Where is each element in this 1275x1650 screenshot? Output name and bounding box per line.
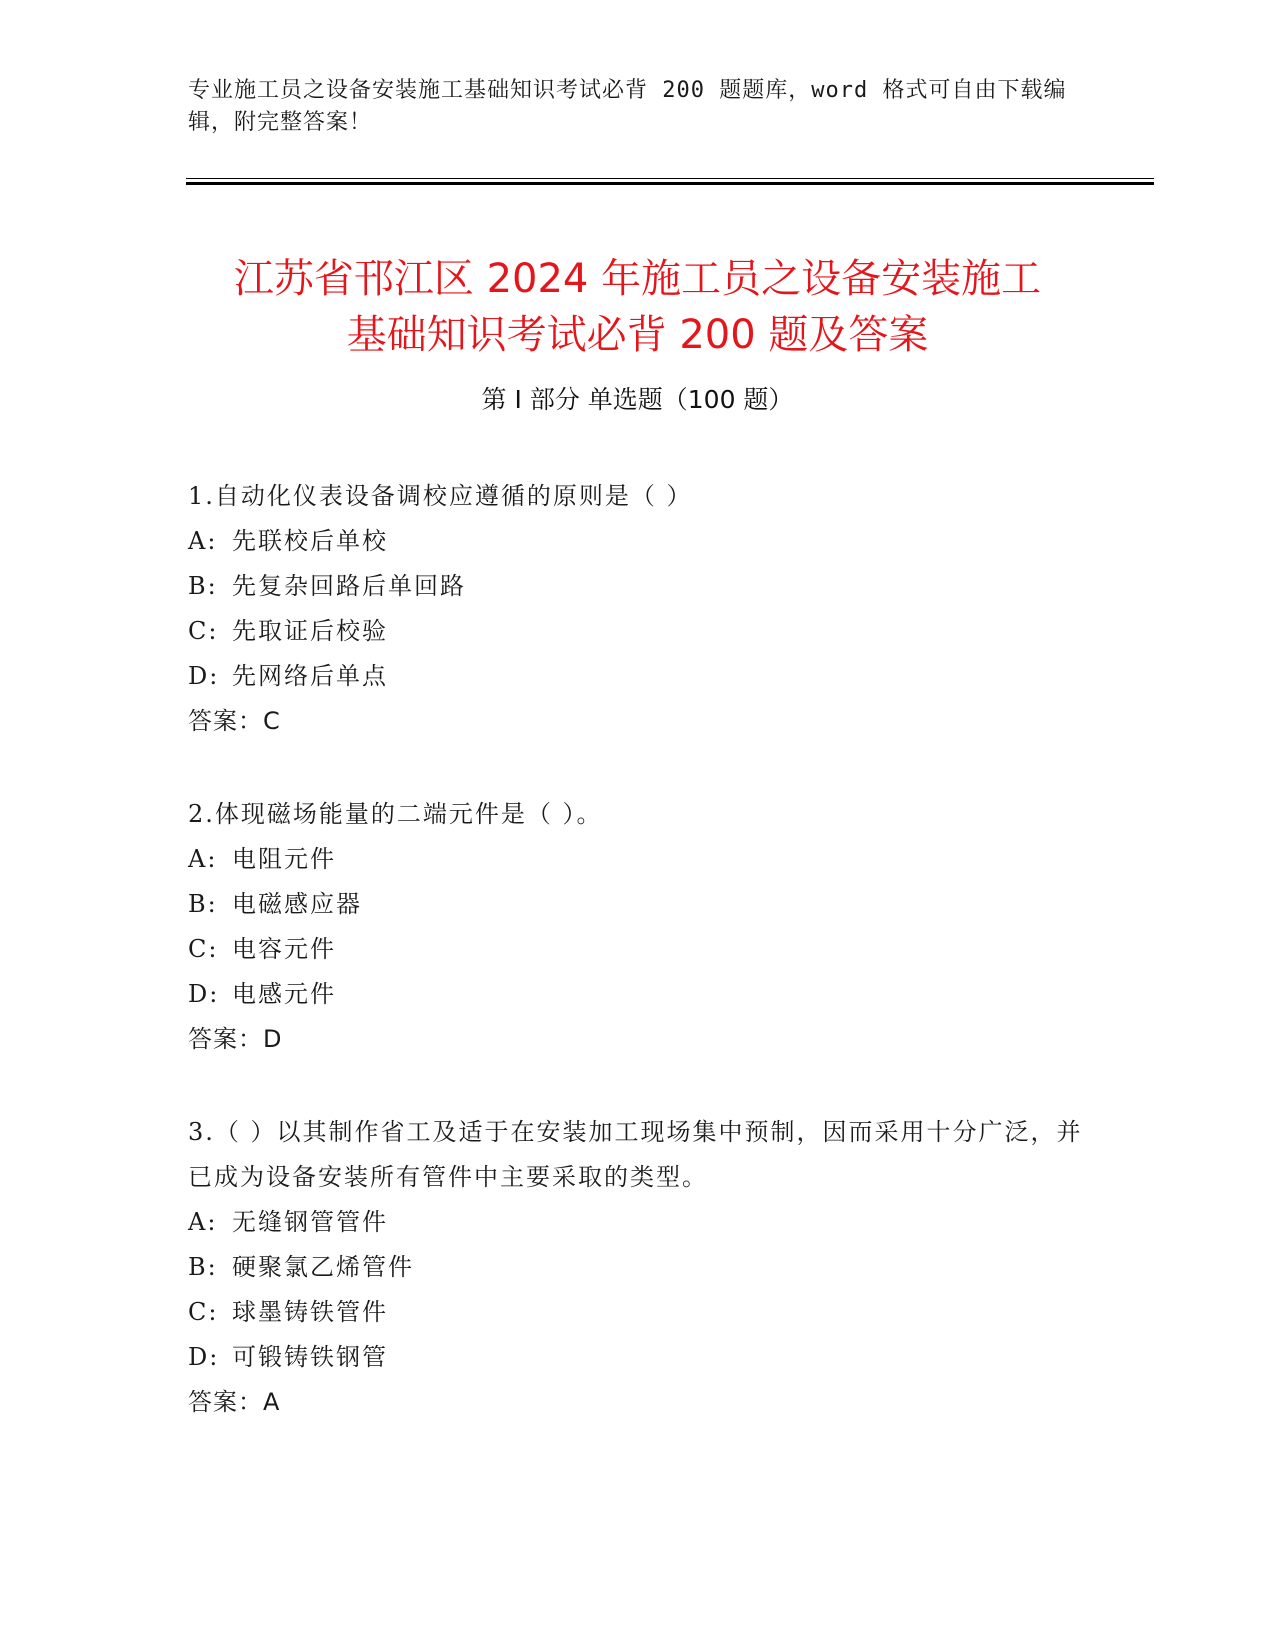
header-note: 专业施工员之设备安装施工基础知识考试必背 200 题题库，word 格式可自由下载编辑，附完整答案！ <box>188 78 1067 135</box>
option-key: B: <box>188 890 218 918</box>
option-text: 电感元件 <box>232 980 336 1008</box>
option-b <box>188 564 1088 609</box>
option-text: 先复杂回路后单回路 <box>232 572 466 600</box>
option-key: D: <box>188 980 220 1008</box>
section-heading: 第 I 部分 单选题（100 题） <box>481 385 794 414</box>
option-a <box>188 519 1088 564</box>
option-text: 硬聚氯乙烯管件 <box>232 1253 414 1281</box>
question-text: 1.自动化仪表设备调校应遵循的原则是（ ） <box>188 482 693 510</box>
option-b <box>188 1245 1088 1290</box>
option-text: 先取证后校验 <box>232 617 388 645</box>
title-line-2: 基础知识考试必背 200 题及答案 <box>346 311 929 358</box>
option-a <box>188 1200 1088 1245</box>
option-key: C: <box>188 617 219 645</box>
option-key: A: <box>188 527 218 555</box>
option-key: C: <box>188 935 219 963</box>
option-text: 可锻铸铁钢管 <box>232 1343 388 1371</box>
option-c <box>188 1290 1088 1335</box>
option-key: B: <box>188 572 218 600</box>
option-key: A: <box>188 845 218 873</box>
header-divider-thick <box>186 182 1154 185</box>
option-key: B: <box>188 1253 218 1281</box>
option-b <box>188 882 1088 927</box>
option-d <box>188 1335 1088 1380</box>
option-key: D: <box>188 662 220 690</box>
option-text: 先网络后单点 <box>232 662 388 690</box>
option-text: 无缝钢管管件 <box>232 1208 388 1236</box>
document-title <box>0 251 1275 363</box>
option-key: C: <box>188 1298 219 1326</box>
answer-line: 答案：C <box>188 707 281 735</box>
option-text: 球墨铸铁管件 <box>232 1298 388 1326</box>
answer-line: 答案：A <box>188 1388 281 1416</box>
option-text: 电阻元件 <box>232 845 336 873</box>
header-divider-thin <box>186 178 1154 179</box>
question-text: 2.体现磁场能量的二端元件是（ ）。 <box>188 800 603 828</box>
option-d <box>188 972 1088 1017</box>
answer-line: 答案：D <box>188 1025 283 1053</box>
question-1 <box>188 474 1088 744</box>
option-a <box>188 837 1088 882</box>
option-key: D: <box>188 1343 220 1371</box>
question-2 <box>188 792 1088 1062</box>
question-3 <box>188 1110 1088 1425</box>
option-text: 电容元件 <box>232 935 336 963</box>
option-d <box>188 654 1088 699</box>
option-c <box>188 609 1088 654</box>
option-key: A: <box>188 1208 218 1236</box>
option-text: 电磁感应器 <box>232 890 362 918</box>
title-line-1: 江苏省邗江区 2024 年施工员之设备安装施工 <box>233 255 1042 302</box>
question-text: 3.（ ）以其制作省工及适于在安装加工现场集中预制，因而采用十分广泛，并已成为设备安装所有管件中主要采取的类型。 <box>188 1118 1083 1191</box>
option-c <box>188 927 1088 972</box>
option-text: 先联校后单校 <box>232 527 388 555</box>
